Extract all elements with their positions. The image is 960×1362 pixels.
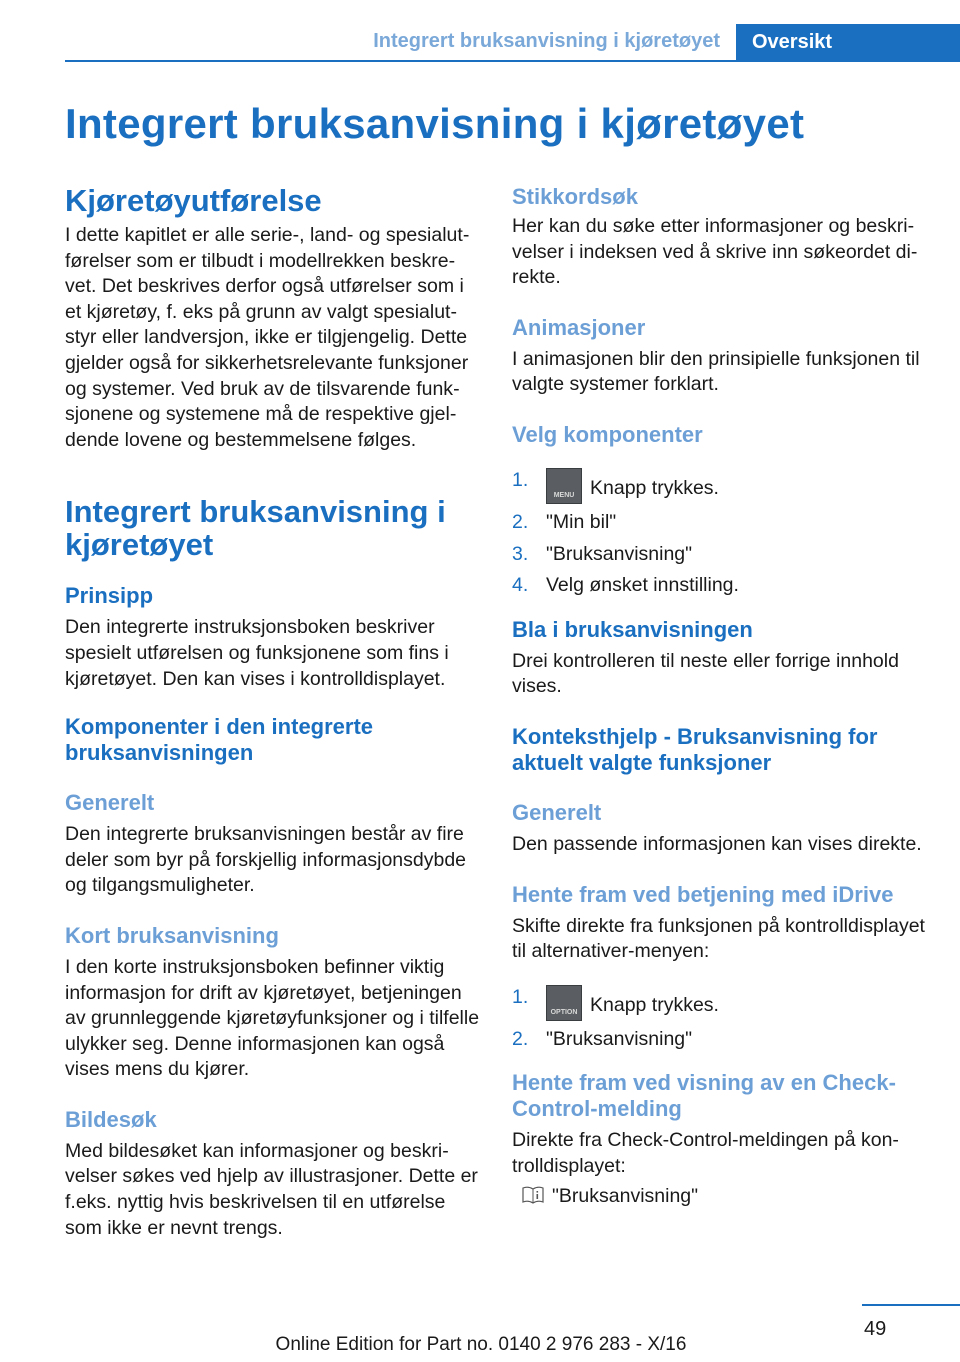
option-key-icon: OPTION bbox=[546, 985, 582, 1021]
list-item: 2. "Bruksanvisning" bbox=[512, 1027, 693, 1050]
para-general-left: Den integrerte bruksanvisningen består av fire deler som byr på forskjellig informasjonsdybde og tilgangsmuligheter. bbox=[65, 823, 467, 897]
heading-general-right: Generelt bbox=[512, 799, 602, 825]
heading-check-control: Hente fram ved visning av en Check-Control-melding bbox=[512, 1070, 896, 1122]
book-icon bbox=[522, 1186, 544, 1204]
heading-keyword-search: Stikkordsøk bbox=[512, 184, 638, 209]
heading-browse: Bla i bruksanvisningen bbox=[512, 616, 753, 642]
para-short-manual: I den korte instruksjonsboken befinner viktig informasjon for drift av kjøretøyet, betjeningen av grunnleggende kjøretøyfunksjoner og i tilfelle ulykker seg. Denne informasjonen kan også vises mens du kjører. bbox=[65, 955, 480, 1081]
para-keyword-search: Her kan du søke etter informasjoner og beskrivelser i indeksen ved å skrive inn søkeordet direkte. bbox=[512, 215, 918, 289]
para-principle: Den integrerte instruksjonsboken beskriver spesielt utførelsen og funksjonene som fins i kjøretøyet. Den kan vises i kontrolldisplayet. bbox=[65, 616, 449, 690]
para-variant: I dette kapitlet er alle serie-, land- og spesialutførelser som er tilbudt i modellrekken beskrevet. Det beskrives derfor også utførelser som i et kjøretøy, f. eks på grunn av valgt spesialutstyr eller landversjon, ikke er tilgjengelig. Dette gjelder også for sikkerhetsrelevante funksjoner og systemer. Ved bruk av de tilsvarende funksjonene og systemene må de respektive gjeldende lovene og bestemmelsene følges. bbox=[65, 224, 470, 451]
list-item: 1. MENU Knapp trykkes. bbox=[512, 468, 927, 504]
header-rule bbox=[65, 60, 960, 62]
heading-variant: Kjøretøyutførelse bbox=[65, 183, 322, 218]
select-steps-list bbox=[512, 468, 927, 599]
page-header bbox=[0, 0, 960, 62]
para-browse: Drei kontrolleren til neste eller forrige innhold vises. bbox=[512, 649, 899, 698]
para-idrive: Skifte direkte fra funksjonen på kontrolldisplayet til alternativer-menyen: bbox=[512, 914, 925, 963]
para-general-right: Den passende informasjonen kan vises direkte. bbox=[512, 832, 922, 855]
heading-general-left: Generelt bbox=[65, 790, 155, 816]
heading-principle: Prinsipp bbox=[65, 583, 154, 609]
list-item: 1. OPTION Knapp trykkes. bbox=[512, 985, 927, 1021]
para-check-control: Direkte fra Check-Control-meldingen på kontrolldisplayet: bbox=[512, 1129, 899, 1177]
para-image-search: Med bildesøket kan informasjoner og beskrivelser søkes ved hjelp av illustrasjoner. Dette er f.eks. nyttig hvis beskrivelsen til en utførelse som ikke er nevnt trengs. bbox=[65, 1139, 478, 1239]
list-item: 3. "Bruksanvisning" bbox=[512, 542, 693, 565]
section-tab: Oversikt bbox=[736, 24, 960, 62]
footer-edition: Online Edition for Part no. 0140 2 976 283 - X/16 bbox=[275, 1334, 687, 1355]
footer-rule bbox=[862, 1304, 960, 1306]
check-control-item: "Bruksanvisning" bbox=[512, 1184, 927, 1210]
menu-key-icon: MENU bbox=[546, 468, 582, 504]
page-number: 49 bbox=[864, 1318, 887, 1340]
para-animations: I animasjonen blir den prinsipielle funksjonen til valgte systemer forklart. bbox=[512, 347, 920, 396]
heading-image-search: Bildesøk bbox=[65, 1106, 157, 1132]
heading-idrive: Hente fram ved betjening med iDrive bbox=[512, 881, 894, 907]
heading-integrated: Integrert bruksanvisning i kjøretøyet bbox=[65, 494, 446, 563]
list-item: 4. Velg ønsket innstilling. bbox=[512, 574, 739, 597]
list-item: 2. "Min bil" bbox=[512, 510, 617, 533]
right-column bbox=[512, 184, 927, 1209]
left-column bbox=[65, 184, 480, 1241]
heading-select-components: Velg komponenter bbox=[512, 421, 703, 447]
heading-short-manual: Kort bruksanvisning bbox=[65, 922, 279, 948]
heading-components: Komponenter i den integrerte bruksanvisningen bbox=[65, 714, 374, 766]
heading-context-help: Konteksthjelp - Bruksanvisning for aktuelt valgte funksjoner bbox=[512, 723, 878, 775]
heading-animations: Animasjoner bbox=[512, 314, 646, 340]
idrive-steps-list bbox=[512, 985, 927, 1053]
page-title: Integrert bruksanvisning i kjøretøyet bbox=[65, 100, 805, 147]
chapter-title: Integrert bruksanvisning i kjøretøyet bbox=[373, 30, 720, 52]
